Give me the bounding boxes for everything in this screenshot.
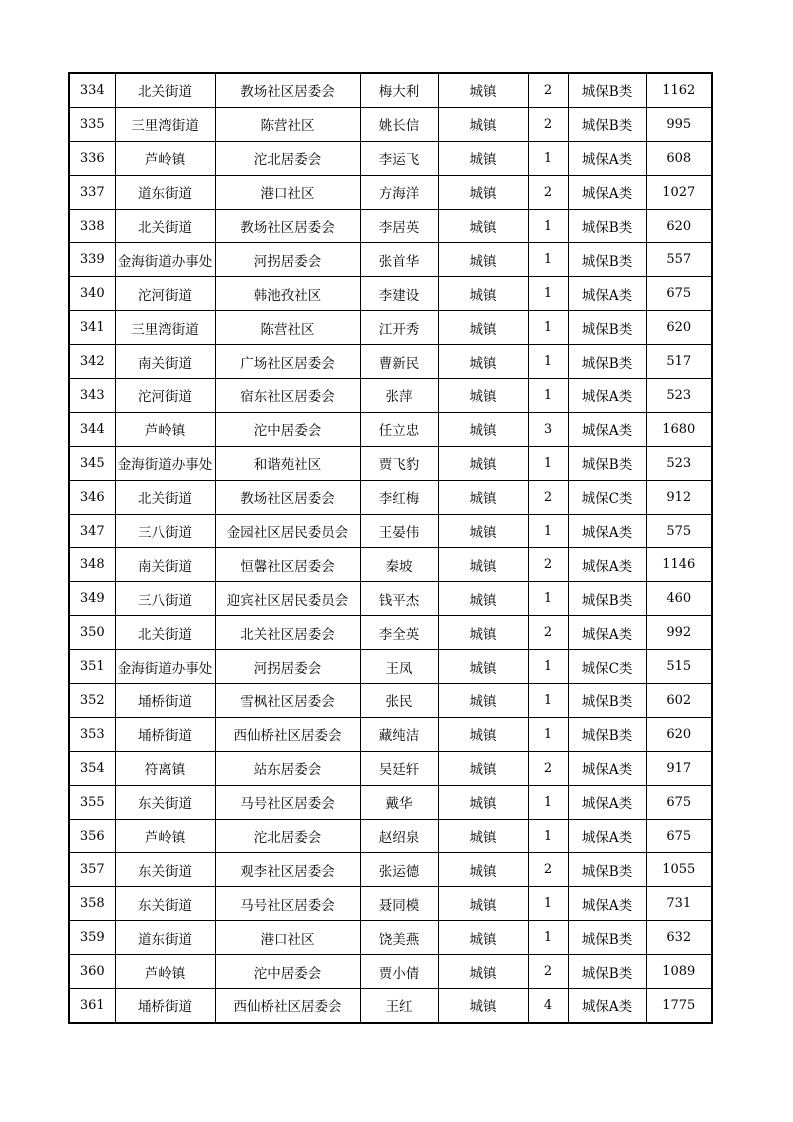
- cell-area-type: 城镇: [438, 582, 528, 616]
- cell-area-type: 城镇: [438, 209, 528, 243]
- cell-amount: 1162: [646, 73, 712, 107]
- cell-person-name: 赵绍泉: [360, 819, 438, 853]
- cell-person-name: 王红: [360, 989, 438, 1023]
- cell-row-number: 345: [69, 446, 115, 480]
- cell-street-name: 芦岭镇: [115, 955, 215, 989]
- cell-person-name: 吴廷轩: [360, 751, 438, 785]
- cell-area-type: 城镇: [438, 785, 528, 819]
- table-row: [69, 548, 712, 582]
- cell-community-name: 和谐苑社区: [215, 446, 360, 480]
- cell-amount: 620: [646, 717, 712, 751]
- cell-person-name: 藏纯洁: [360, 717, 438, 751]
- cell-category: 城保A类: [568, 548, 646, 582]
- cell-community-name: 教场社区居委会: [215, 480, 360, 514]
- cell-household-size: 1: [528, 243, 568, 277]
- cell-amount: 460: [646, 582, 712, 616]
- cell-person-name: 方海洋: [360, 175, 438, 209]
- cell-community-name: 马号社区居委会: [215, 785, 360, 819]
- cell-street-name: 埇桥街道: [115, 989, 215, 1023]
- cell-category: 城保B类: [568, 853, 646, 887]
- cell-row-number: 341: [69, 311, 115, 345]
- table-row: [69, 989, 712, 1023]
- cell-household-size: 2: [528, 73, 568, 107]
- cell-person-name: 李红梅: [360, 480, 438, 514]
- cell-category: 城保A类: [568, 412, 646, 446]
- cell-household-size: 1: [528, 819, 568, 853]
- cell-street-name: 三里湾街道: [115, 311, 215, 345]
- cell-community-name: 雪枫社区居委会: [215, 684, 360, 718]
- cell-person-name: 王晏伟: [360, 514, 438, 548]
- cell-street-name: 三里湾街道: [115, 107, 215, 141]
- cell-community-name: 金园社区居民委员会: [215, 514, 360, 548]
- cell-category: 城保B类: [568, 446, 646, 480]
- cell-person-name: 任立忠: [360, 412, 438, 446]
- cell-community-name: 西仙桥社区居委会: [215, 989, 360, 1023]
- cell-street-name: 东关街道: [115, 853, 215, 887]
- cell-person-name: 戴华: [360, 785, 438, 819]
- cell-amount: 1680: [646, 412, 712, 446]
- cell-amount: 523: [646, 379, 712, 413]
- cell-community-name: 陈营社区: [215, 311, 360, 345]
- cell-person-name: 曹新民: [360, 345, 438, 379]
- table-row: [69, 650, 712, 684]
- cell-amount: 675: [646, 785, 712, 819]
- cell-row-number: 344: [69, 412, 115, 446]
- cell-community-name: 马号社区居委会: [215, 887, 360, 921]
- cell-household-size: 3: [528, 412, 568, 446]
- cell-household-size: 2: [528, 751, 568, 785]
- cell-area-type: 城镇: [438, 175, 528, 209]
- cell-row-number: 336: [69, 141, 115, 175]
- cell-row-number: 340: [69, 277, 115, 311]
- cell-area-type: 城镇: [438, 311, 528, 345]
- cell-category: 城保B类: [568, 73, 646, 107]
- cell-category: 城保A类: [568, 785, 646, 819]
- cell-community-name: 宿东社区居委会: [215, 379, 360, 413]
- table-row: [69, 853, 712, 887]
- cell-street-name: 沱河街道: [115, 277, 215, 311]
- cell-street-name: 东关街道: [115, 785, 215, 819]
- cell-category: 城保B类: [568, 921, 646, 955]
- table-row: [69, 751, 712, 785]
- cell-category: 城保A类: [568, 989, 646, 1023]
- cell-person-name: 张萍: [360, 379, 438, 413]
- cell-community-name: 站东居委会: [215, 751, 360, 785]
- cell-category: 城保A类: [568, 379, 646, 413]
- cell-area-type: 城镇: [438, 73, 528, 107]
- cell-household-size: 1: [528, 446, 568, 480]
- cell-category: 城保B类: [568, 717, 646, 751]
- cell-amount: 1775: [646, 989, 712, 1023]
- cell-household-size: 1: [528, 345, 568, 379]
- cell-community-name: 恒馨社区居委会: [215, 548, 360, 582]
- cell-category: 城保B类: [568, 582, 646, 616]
- cell-person-name: 张运德: [360, 853, 438, 887]
- cell-household-size: 1: [528, 650, 568, 684]
- table-row: [69, 480, 712, 514]
- cell-area-type: 城镇: [438, 141, 528, 175]
- cell-row-number: 349: [69, 582, 115, 616]
- table-row: [69, 345, 712, 379]
- table-row: [69, 73, 712, 107]
- cell-category: 城保A类: [568, 751, 646, 785]
- table-row: [69, 717, 712, 751]
- cell-street-name: 北关街道: [115, 209, 215, 243]
- cell-household-size: 2: [528, 853, 568, 887]
- cell-street-name: 北关街道: [115, 73, 215, 107]
- cell-street-name: 芦岭镇: [115, 141, 215, 175]
- cell-street-name: 三八街道: [115, 582, 215, 616]
- cell-row-number: 346: [69, 480, 115, 514]
- cell-community-name: 北关社区居委会: [215, 616, 360, 650]
- cell-row-number: 353: [69, 717, 115, 751]
- cell-category: 城保A类: [568, 887, 646, 921]
- cell-household-size: 1: [528, 209, 568, 243]
- cell-row-number: 334: [69, 73, 115, 107]
- cell-community-name: 沱北居委会: [215, 141, 360, 175]
- cell-household-size: 1: [528, 684, 568, 718]
- cell-area-type: 城镇: [438, 345, 528, 379]
- cell-area-type: 城镇: [438, 989, 528, 1023]
- cell-household-size: 1: [528, 921, 568, 955]
- cell-street-name: 沱河街道: [115, 379, 215, 413]
- cell-community-name: 港口社区: [215, 175, 360, 209]
- cell-row-number: 360: [69, 955, 115, 989]
- cell-person-name: 聂同模: [360, 887, 438, 921]
- cell-category: 城保A类: [568, 175, 646, 209]
- cell-category: 城保A类: [568, 141, 646, 175]
- cell-category: 城保C类: [568, 480, 646, 514]
- cell-row-number: 358: [69, 887, 115, 921]
- cell-amount: 515: [646, 650, 712, 684]
- cell-amount: 675: [646, 277, 712, 311]
- cell-community-name: 沱中居委会: [215, 955, 360, 989]
- cell-row-number: 335: [69, 107, 115, 141]
- cell-person-name: 李居英: [360, 209, 438, 243]
- table-row: [69, 921, 712, 955]
- table-row: [69, 379, 712, 413]
- cell-category: 城保A类: [568, 616, 646, 650]
- cell-community-name: 迎宾社区居民委员会: [215, 582, 360, 616]
- cell-street-name: 芦岭镇: [115, 412, 215, 446]
- cell-row-number: 357: [69, 853, 115, 887]
- cell-area-type: 城镇: [438, 616, 528, 650]
- cell-household-size: 1: [528, 277, 568, 311]
- table-row: [69, 311, 712, 345]
- cell-street-name: 道东街道: [115, 921, 215, 955]
- cell-household-size: 1: [528, 514, 568, 548]
- cell-amount: 620: [646, 311, 712, 345]
- cell-street-name: 南关街道: [115, 345, 215, 379]
- table-row: [69, 684, 712, 718]
- cell-household-size: 1: [528, 379, 568, 413]
- cell-street-name: 北关街道: [115, 480, 215, 514]
- cell-street-name: 芦岭镇: [115, 819, 215, 853]
- table-row: [69, 412, 712, 446]
- cell-area-type: 城镇: [438, 480, 528, 514]
- cell-person-name: 王凤: [360, 650, 438, 684]
- cell-community-name: 沱中居委会: [215, 412, 360, 446]
- cell-amount: 917: [646, 751, 712, 785]
- cell-row-number: 354: [69, 751, 115, 785]
- cell-amount: 1055: [646, 853, 712, 887]
- cell-row-number: 361: [69, 989, 115, 1023]
- cell-row-number: 351: [69, 650, 115, 684]
- cell-person-name: 张民: [360, 684, 438, 718]
- cell-area-type: 城镇: [438, 921, 528, 955]
- cell-community-name: 观李社区居委会: [215, 853, 360, 887]
- cell-category: 城保B类: [568, 684, 646, 718]
- cell-household-size: 1: [528, 141, 568, 175]
- cell-amount: 995: [646, 107, 712, 141]
- cell-amount: 557: [646, 243, 712, 277]
- cell-row-number: 342: [69, 345, 115, 379]
- cell-community-name: 沱北居委会: [215, 819, 360, 853]
- cell-person-name: 江开秀: [360, 311, 438, 345]
- cell-category: 城保A类: [568, 819, 646, 853]
- cell-community-name: 河拐居委会: [215, 243, 360, 277]
- cell-row-number: 355: [69, 785, 115, 819]
- cell-person-name: 姚长信: [360, 107, 438, 141]
- cell-person-name: 贾小倩: [360, 955, 438, 989]
- cell-area-type: 城镇: [438, 514, 528, 548]
- table-row: [69, 887, 712, 921]
- cell-street-name: 金海街道办事处: [115, 446, 215, 480]
- cell-household-size: 2: [528, 107, 568, 141]
- table-row: [69, 209, 712, 243]
- cell-area-type: 城镇: [438, 955, 528, 989]
- table-row: [69, 107, 712, 141]
- cell-category: 城保A类: [568, 514, 646, 548]
- table-row: [69, 175, 712, 209]
- table-body: [69, 73, 712, 1023]
- cell-household-size: 1: [528, 311, 568, 345]
- cell-household-size: 2: [528, 175, 568, 209]
- cell-person-name: 李全英: [360, 616, 438, 650]
- cell-area-type: 城镇: [438, 548, 528, 582]
- table-row: [69, 277, 712, 311]
- cell-area-type: 城镇: [438, 853, 528, 887]
- cell-area-type: 城镇: [438, 751, 528, 785]
- cell-household-size: 2: [528, 616, 568, 650]
- cell-amount: 620: [646, 209, 712, 243]
- cell-person-name: 钱平杰: [360, 582, 438, 616]
- cell-row-number: 356: [69, 819, 115, 853]
- cell-area-type: 城镇: [438, 819, 528, 853]
- cell-amount: 1089: [646, 955, 712, 989]
- cell-area-type: 城镇: [438, 887, 528, 921]
- cell-amount: 731: [646, 887, 712, 921]
- cell-amount: 632: [646, 921, 712, 955]
- cell-amount: 1146: [646, 548, 712, 582]
- table-row: [69, 141, 712, 175]
- cell-category: 城保A类: [568, 277, 646, 311]
- cell-person-name: 李建设: [360, 277, 438, 311]
- cell-community-name: 西仙桥社区居委会: [215, 717, 360, 751]
- cell-amount: 608: [646, 141, 712, 175]
- cell-amount: 912: [646, 480, 712, 514]
- cell-street-name: 道东街道: [115, 175, 215, 209]
- table-row: [69, 582, 712, 616]
- cell-category: 城保B类: [568, 243, 646, 277]
- table-row: [69, 514, 712, 548]
- cell-household-size: 1: [528, 887, 568, 921]
- table-row: [69, 243, 712, 277]
- cell-area-type: 城镇: [438, 107, 528, 141]
- cell-category: 城保B类: [568, 311, 646, 345]
- cell-household-size: 2: [528, 548, 568, 582]
- cell-community-name: 教场社区居委会: [215, 73, 360, 107]
- cell-community-name: 港口社区: [215, 921, 360, 955]
- cell-area-type: 城镇: [438, 717, 528, 751]
- table-row: [69, 785, 712, 819]
- cell-person-name: 秦坡: [360, 548, 438, 582]
- cell-household-size: 1: [528, 717, 568, 751]
- cell-row-number: 339: [69, 243, 115, 277]
- cell-household-size: 4: [528, 989, 568, 1023]
- cell-category: 城保C类: [568, 650, 646, 684]
- cell-community-name: 广场社区居委会: [215, 345, 360, 379]
- cell-amount: 517: [646, 345, 712, 379]
- cell-row-number: 338: [69, 209, 115, 243]
- cell-row-number: 343: [69, 379, 115, 413]
- cell-category: 城保B类: [568, 955, 646, 989]
- cell-person-name: 贾飞豹: [360, 446, 438, 480]
- cell-street-name: 北关街道: [115, 616, 215, 650]
- cell-row-number: 359: [69, 921, 115, 955]
- cell-category: 城保B类: [568, 345, 646, 379]
- cell-household-size: 2: [528, 480, 568, 514]
- cell-community-name: 河拐居委会: [215, 650, 360, 684]
- table-row: [69, 616, 712, 650]
- table-row: [69, 446, 712, 480]
- cell-area-type: 城镇: [438, 243, 528, 277]
- cell-amount: 992: [646, 616, 712, 650]
- cell-household-size: 1: [528, 785, 568, 819]
- cell-area-type: 城镇: [438, 379, 528, 413]
- cell-street-name: 埇桥街道: [115, 717, 215, 751]
- cell-area-type: 城镇: [438, 277, 528, 311]
- cell-street-name: 南关街道: [115, 548, 215, 582]
- cell-row-number: 347: [69, 514, 115, 548]
- cell-community-name: 韩池孜社区: [215, 277, 360, 311]
- cell-category: 城保B类: [568, 107, 646, 141]
- cell-amount: 575: [646, 514, 712, 548]
- cell-amount: 1027: [646, 175, 712, 209]
- cell-person-name: 李运飞: [360, 141, 438, 175]
- cell-household-size: 1: [528, 582, 568, 616]
- cell-area-type: 城镇: [438, 446, 528, 480]
- cell-amount: 602: [646, 684, 712, 718]
- cell-row-number: 350: [69, 616, 115, 650]
- cell-street-name: 三八街道: [115, 514, 215, 548]
- cell-person-name: 饶美燕: [360, 921, 438, 955]
- table-row: [69, 819, 712, 853]
- cell-street-name: 东关街道: [115, 887, 215, 921]
- cell-row-number: 337: [69, 175, 115, 209]
- cell-area-type: 城镇: [438, 684, 528, 718]
- table-row: [69, 955, 712, 989]
- cell-street-name: 埇桥街道: [115, 684, 215, 718]
- cell-area-type: 城镇: [438, 412, 528, 446]
- cell-community-name: 陈营社区: [215, 107, 360, 141]
- cell-amount: 675: [646, 819, 712, 853]
- cell-area-type: 城镇: [438, 650, 528, 684]
- cell-row-number: 348: [69, 548, 115, 582]
- cell-amount: 523: [646, 446, 712, 480]
- data-table: [68, 72, 713, 1024]
- cell-street-name: 金海街道办事处: [115, 650, 215, 684]
- cell-household-size: 2: [528, 955, 568, 989]
- cell-community-name: 教场社区居委会: [215, 209, 360, 243]
- cell-person-name: 梅大利: [360, 73, 438, 107]
- cell-street-name: 金海街道办事处: [115, 243, 215, 277]
- cell-street-name: 符离镇: [115, 751, 215, 785]
- cell-category: 城保B类: [568, 209, 646, 243]
- cell-row-number: 352: [69, 684, 115, 718]
- cell-person-name: 张首华: [360, 243, 438, 277]
